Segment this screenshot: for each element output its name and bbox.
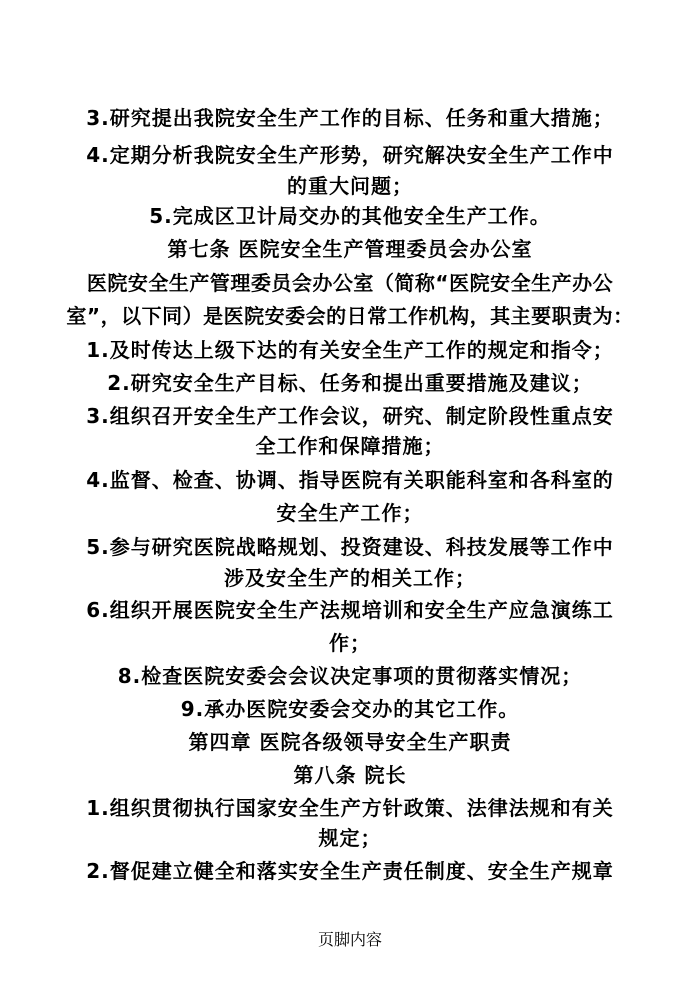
- text-line: 1.组织贯彻执行国家安全生产方针政策、法律法规和有关: [86, 796, 614, 820]
- text-line: 安全生产工作；: [276, 501, 424, 525]
- text-line: 医院安全生产管理委员会办公室（简称“医院安全生产办公: [86, 271, 614, 295]
- chapter-heading: 第四章 医院各级领导安全生产职责: [188, 730, 512, 754]
- text-line: 3.组织召开安全生产工作会议，研究、制定阶段性重点安: [86, 404, 614, 428]
- text-line: 4.监督、检查、协调、指导医院有关职能科室和各科室的: [86, 468, 614, 492]
- text-line: 2.研究安全生产目标、任务和提出重要措施及建议；: [107, 371, 593, 395]
- text-line: 6.组织开展医院安全生产法规培训和安全生产应急演练工: [86, 598, 614, 622]
- text-line: 5.参与研究医院战略规划、投资建设、科技发展等工作中: [86, 535, 614, 559]
- page-footer: 页脚内容: [317, 930, 382, 949]
- text-line: 规定；: [318, 826, 382, 850]
- text-line: 9.承办医院安委会交办的其它工作。: [180, 697, 520, 721]
- text-line: 涉及安全生产的相关工作；: [224, 566, 476, 590]
- text-line: 4.定期分析我院安全生产形势，研究解决安全生产工作中: [86, 143, 614, 167]
- text-line: 2.督促建立健全和落实安全生产责任制度、安全生产规章: [86, 859, 614, 883]
- text-line: 3.研究提出我院安全生产工作的目标、任务和重大措施；: [86, 106, 614, 130]
- text-line: 的重大问题；: [287, 174, 413, 198]
- section-heading: 第七条 医院安全生产管理委员会办公室: [167, 237, 533, 261]
- text-line: 室”，以下同）是医院安委会的日常工作机构，其主要职责为：: [66, 304, 634, 328]
- article-heading: 第八条 院长: [293, 763, 407, 787]
- text-line: 8.检查医院安委会会议决定事项的贯彻落实情况；: [117, 664, 583, 688]
- text-line: 5.完成区卫计局交办的其他安全生产工作。: [149, 204, 551, 228]
- text-line: 全工作和保障措施；: [255, 434, 445, 458]
- text-line: 作；: [329, 631, 371, 655]
- text-line: 1.及时传达上级下达的有关安全生产工作的规定和指令；: [86, 338, 614, 362]
